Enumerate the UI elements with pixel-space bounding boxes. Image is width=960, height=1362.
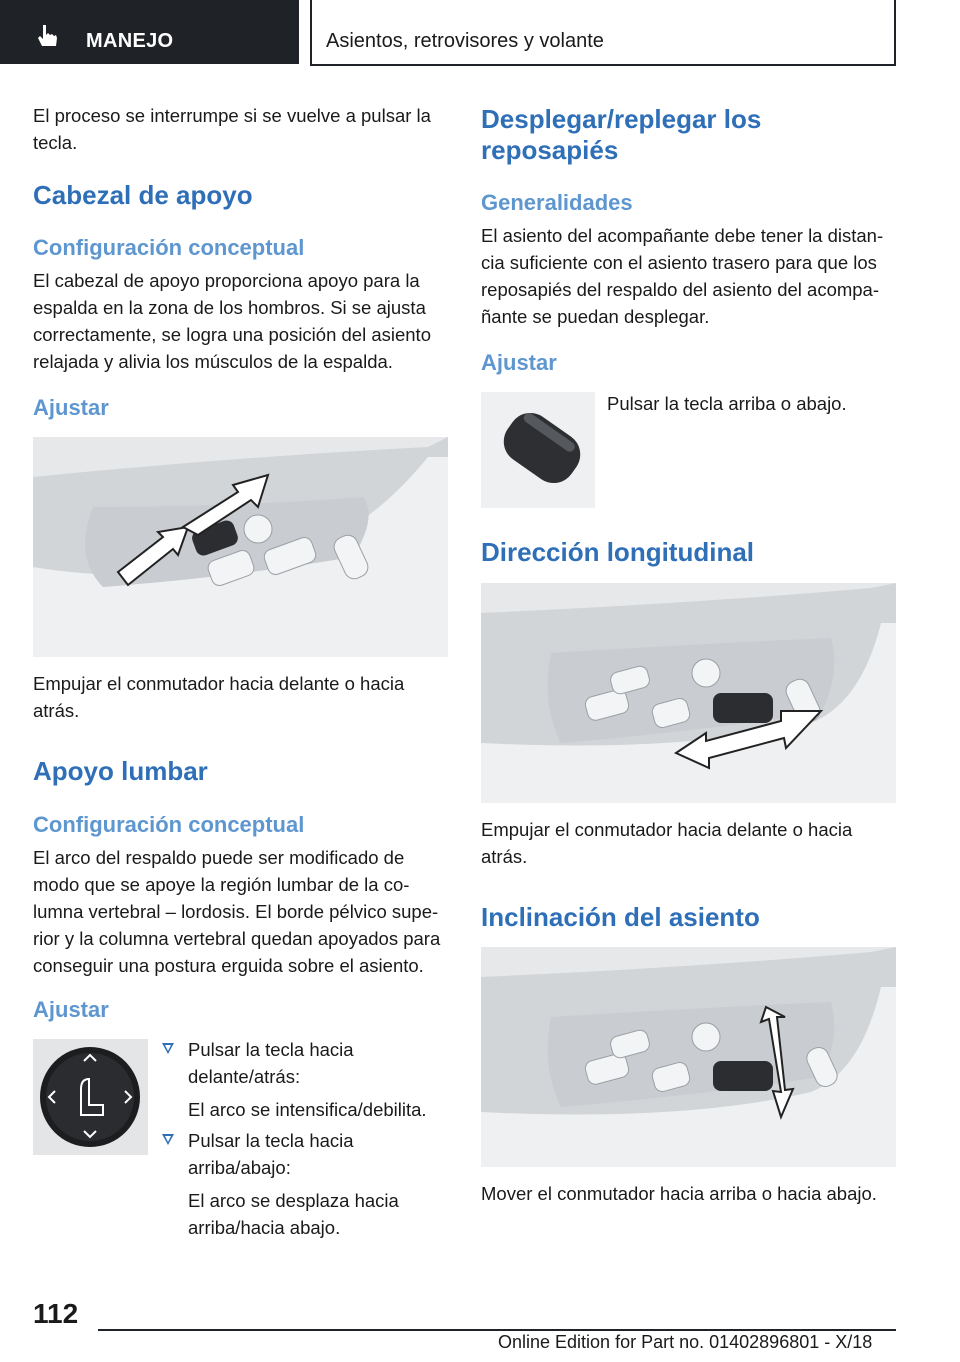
footer-edition: Online Edition for Part no. 01402896801 - X/18 — [498, 1332, 873, 1352]
section-label: MANEJO — [86, 30, 174, 52]
paragraph-general: El asiento del acompañante debe tener la distan-cia suficiente con el asiento trasero para que los reposapiés del respaldo del asiento del acompa-ñante se puedan desplegar. — [481, 225, 884, 327]
footer-divider — [98, 1329, 896, 1331]
step-result: El arco se intensifica/debilita. — [188, 1099, 427, 1120]
hand-pointer-icon — [34, 23, 60, 49]
step-action: Pulsar la tecla hacia arriba/abajo: — [188, 1130, 354, 1178]
tilt-switch-image — [481, 947, 896, 1167]
paragraph-lumbar-concept: El arco del respaldo puede ser modificado de modo que se apoye la región lumbar de la co-lumna vertebral – lordosis. El borde pélvico supe-rior y la columna vertebral quedan apoyados para conseguir una postura erguida sobre el asiento. — [33, 847, 441, 976]
caption-longitudinal: Empujar el conmutador hacia delante o hacia atrás. — [481, 819, 853, 867]
triangle-bullet-icon — [162, 1043, 174, 1054]
heading-lumbar: Apoyo lumbar — [33, 756, 208, 786]
heading-general: Generalidades — [481, 190, 633, 215]
step-action: Pulsar la tecla hacia delante/atrás: — [188, 1039, 354, 1087]
heading-headrest: Cabezal de apoyo — [33, 180, 253, 210]
intro-paragraph: El proceso se interrumpe si se vuelve a pulsar la tecla. — [33, 105, 431, 153]
page-number: 112 — [33, 1298, 79, 1329]
lumbar-switch-image — [33, 1039, 148, 1155]
step-result: El arco se desplaza hacia arriba/hacia abajo. — [188, 1190, 399, 1238]
heading-concept-lumbar: Configuración conceptual — [33, 812, 305, 837]
list-item — [148, 1127, 448, 1241]
caption-tilt: Mover el conmutador hacia arriba o hacia abajo. — [481, 1183, 877, 1204]
chapter-title: Asientos, retrovisores y volante — [326, 30, 604, 52]
heading-footrest: Desplegar/replegar los reposapiés — [481, 104, 762, 165]
heading-adjust-footrest: Ajustar — [481, 350, 557, 375]
section-tab — [0, 0, 299, 64]
heading-adjust-headrest: Ajustar — [33, 395, 109, 420]
paragraph-adjust-footrest: Pulsar la tecla arriba o abajo. — [607, 393, 847, 414]
heading-concept-headrest: Configuración conceptual — [33, 235, 305, 260]
paragraph-headrest-concept: El cabezal de apoyo proporciona apoyo para la espalda en la zona de los hombros. Si se ajusta correctamente, se logra una posición del asiento relajada y alivia los músculos de la espalda. — [33, 270, 431, 372]
headrest-switch-image — [33, 437, 448, 657]
heading-adjust-lumbar: Ajustar — [33, 997, 109, 1022]
lumbar-steps-list — [148, 1036, 448, 1241]
list-item — [148, 1036, 448, 1123]
footrest-switch-image — [481, 392, 595, 508]
heading-tilt: Inclinación del asiento — [481, 902, 760, 932]
triangle-bullet-icon — [162, 1134, 174, 1145]
caption-headrest: Empujar el conmutador hacia delante o hacia atrás. — [33, 673, 405, 721]
longitudinal-switch-image — [481, 583, 896, 803]
chapter-title-box — [310, 0, 896, 66]
heading-longitudinal: Dirección longitudinal — [481, 537, 755, 567]
